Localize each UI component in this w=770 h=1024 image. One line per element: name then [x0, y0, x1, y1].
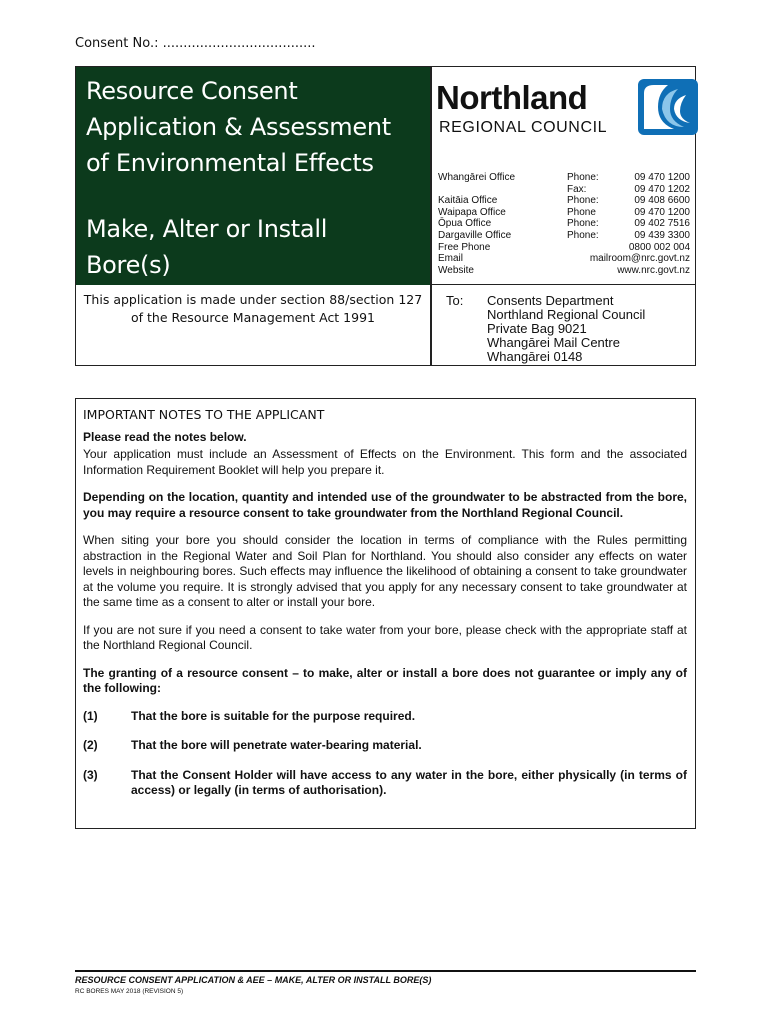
- notes-paragraph: Depending on the location, quantity and intended use of the groundwater to be abstracted from the bore, you may require a resource consent to take groundwater from the Northland Regional Council.: [83, 490, 687, 520]
- office-row: Waipapa Office Phone 09 470 1200: [438, 206, 690, 218]
- website-link[interactable]: www.nrc.govt.nz: [617, 264, 690, 276]
- address-line: Whangārei Mail Centre: [487, 335, 620, 350]
- divider: [430, 284, 695, 285]
- title-line: of Environmental Effects: [86, 149, 374, 177]
- address-line: Consents Department: [487, 293, 614, 308]
- office-contacts: [438, 172, 690, 276]
- logo-mark-icon: [638, 79, 698, 135]
- consent-number-field[interactable]: Consent No.: .....................................: [75, 36, 316, 51]
- notes-paragraph: The granting of a resource consent – to make, alter or install a bore does not guarantee or imply any of the following:: [83, 665, 687, 695]
- address-line: Whangārei 0148: [487, 349, 583, 364]
- title-line: Application & Assessment: [86, 113, 391, 141]
- address-line: Private Bag 9021: [487, 321, 587, 336]
- notes-paragraph: Your application must include an Assessment of Effects on the Environment. This form and the associated Information Requirement Booklet will help you prepare it.: [83, 447, 687, 477]
- footer-title: RESOURCE CONSENT APPLICATION & AEE – MAKE, ALTER OR INSTALL BORE(S): [75, 975, 432, 985]
- office-row: Dargaville Office Phone: 09 439 3300: [438, 229, 690, 241]
- list-item: (1) That the bore is suitable for the purpose required.: [83, 708, 416, 723]
- important-notes-box: [75, 398, 696, 829]
- logo-name: Northland: [436, 79, 588, 116]
- address-to-label: To:: [446, 293, 464, 308]
- email-link[interactable]: mailroom@nrc.govt.nz: [589, 253, 690, 265]
- list-item: (2) That the bore will penetrate water-bearing material.: [83, 738, 422, 752]
- office-row: Fax: 09 470 1202: [567, 183, 690, 195]
- office-row: Free Phone 0800 002 004: [438, 241, 690, 253]
- header-box: [75, 66, 696, 366]
- office-row: Ōpua Office Phone: 09 402 7516: [438, 218, 690, 230]
- council-logo: [436, 79, 696, 139]
- logo-subtitle: REGIONAL COUNCIL: [439, 119, 608, 136]
- office-row: Email mailroom@nrc.govt.nz: [438, 253, 690, 265]
- notes-title: IMPORTANT NOTES TO THE APPLICANT: [83, 407, 325, 422]
- title-line: Bore(s): [86, 251, 171, 279]
- notes-intro: Please read the notes below.: [83, 429, 247, 444]
- footer-revision: RC BORES MAY 2018 (REVISION 5): [75, 988, 184, 995]
- office-row: Website www.nrc.govt.nz: [438, 264, 690, 276]
- notes-paragraph: If you are not sure if you need a consent to take water from your bore, please check with the appropriate staff at the Northland Regional Council.: [83, 622, 687, 652]
- divider: [430, 67, 432, 365]
- title-line: Make, Alter or Install: [86, 215, 328, 243]
- title-line: Resource Consent: [86, 77, 298, 105]
- office-row: Kaitāia Office Phone: 09 408 6600: [438, 195, 690, 207]
- notes-paragraph: When siting your bore you should consider the location in terms of compliance with the Rules permitting abstraction in the Regional Water and Soil Plan for Northland. You should also consider any effects on water levels in neighbouring bores. Such effects may influence the likelihood of obtaining a consent to take groundwater at the volume you require. It is strongly advised that you apply for any necessary consent to take groundwater at the same time as a consent to alter or install your bore.: [83, 533, 687, 609]
- address-line: Northland Regional Council: [487, 307, 646, 322]
- footer-rule: [75, 970, 696, 972]
- title-panel: [76, 67, 430, 285]
- list-item: (3) That the Consent Holder will have access to any water in the bore, either physically (in terms of access) or legally (in terms of authorisation).: [83, 767, 687, 797]
- legal-basis-text: This application is made under section 88/section 127 of the Resource Management Act 1991: [83, 292, 423, 325]
- office-row: Whangārei Office Phone: 09 470 1200: [438, 172, 690, 183]
